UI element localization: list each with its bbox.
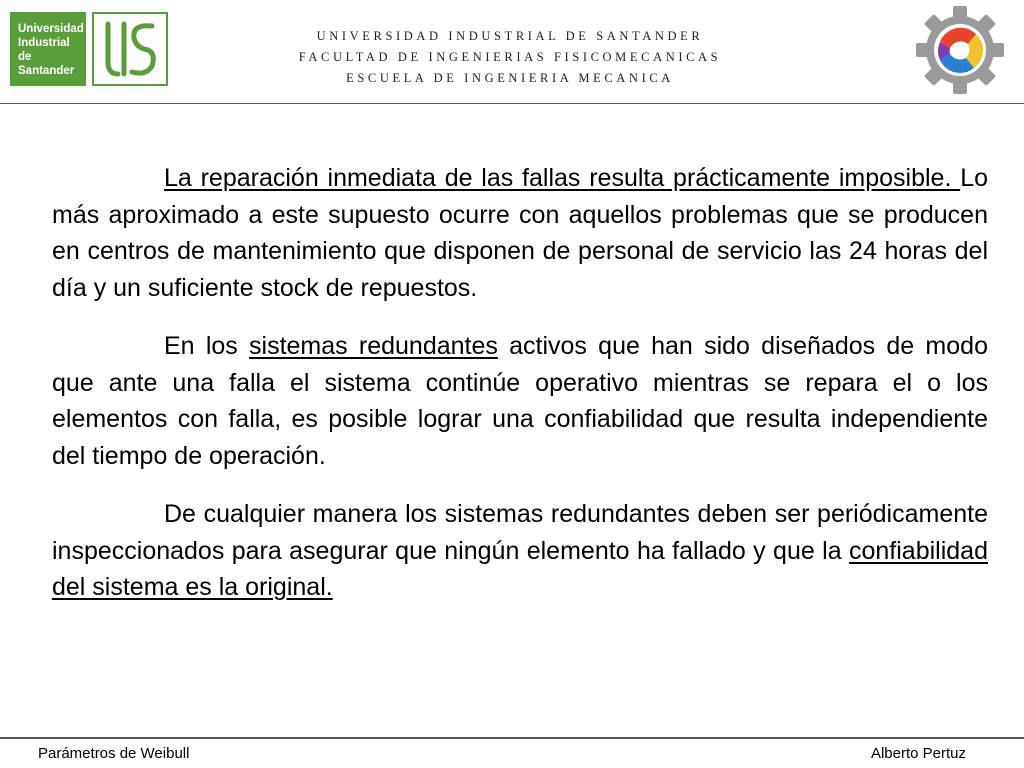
institution-header [180,26,840,89]
underlined-phrase-reliability: confiabilidad del sistema es la original. [52,536,988,601]
header-divider [0,103,1024,104]
university-wordmark-logo [10,12,86,86]
underlined-phrase-redundant: sistemas redundantes [249,332,498,360]
paragraph-inspection-text: De cualquier manera los sistemas redundantes deben ser periódicamente inspeccionados para asegurar que ningún elemento ha fallado y que la [52,500,988,565]
paragraph-inspection [52,496,988,606]
paragraph-repair-text: Lo más aproximado a este supuesto ocurre con aquellos problemas que se producen en centros de mantenimiento que disponen de personal de servicio las 24 horas del día y un suficiente stock de repuestos. [52,164,988,302]
header-faculty: FACULTAD DE INGENIERIAS FISICOMECANICAS [298,50,722,64]
logo-line-3: Santander [18,65,75,77]
footer-title: Parámetros de Weibull [38,745,190,762]
paragraph-redundant-text: activos que han sido diseñados de modo que ante una falla el sistema continúe operativo mientras se repara el o los elementos con falla, es posible lograr una confiabilidad que resulta independiente del tiempo de operación. [52,332,988,470]
gear-icon [914,4,1006,96]
footer-divider [0,737,1024,739]
footer-author: Alberto Pertuz [870,745,966,762]
paragraph-redundant-lead: En los [164,332,250,360]
slide-body [52,160,988,606]
uis-monogram-icon [94,14,166,84]
logo-line-1: Universidad [18,23,84,35]
paragraph-repair [52,160,988,306]
paragraph-redundant [52,328,988,474]
header-university: UNIVERSIDAD INDUSTRIAL DE SANTANDER [316,29,704,43]
underlined-phrase-repair: La reparación inmediata de las fallas resulta prácticamente imposible. [164,164,961,192]
logo-line-2: Industrial de [18,37,70,63]
uis-monogram-logo [92,12,168,86]
header-school: ESCUELA DE INGENIERIA MECANICA [346,71,674,85]
